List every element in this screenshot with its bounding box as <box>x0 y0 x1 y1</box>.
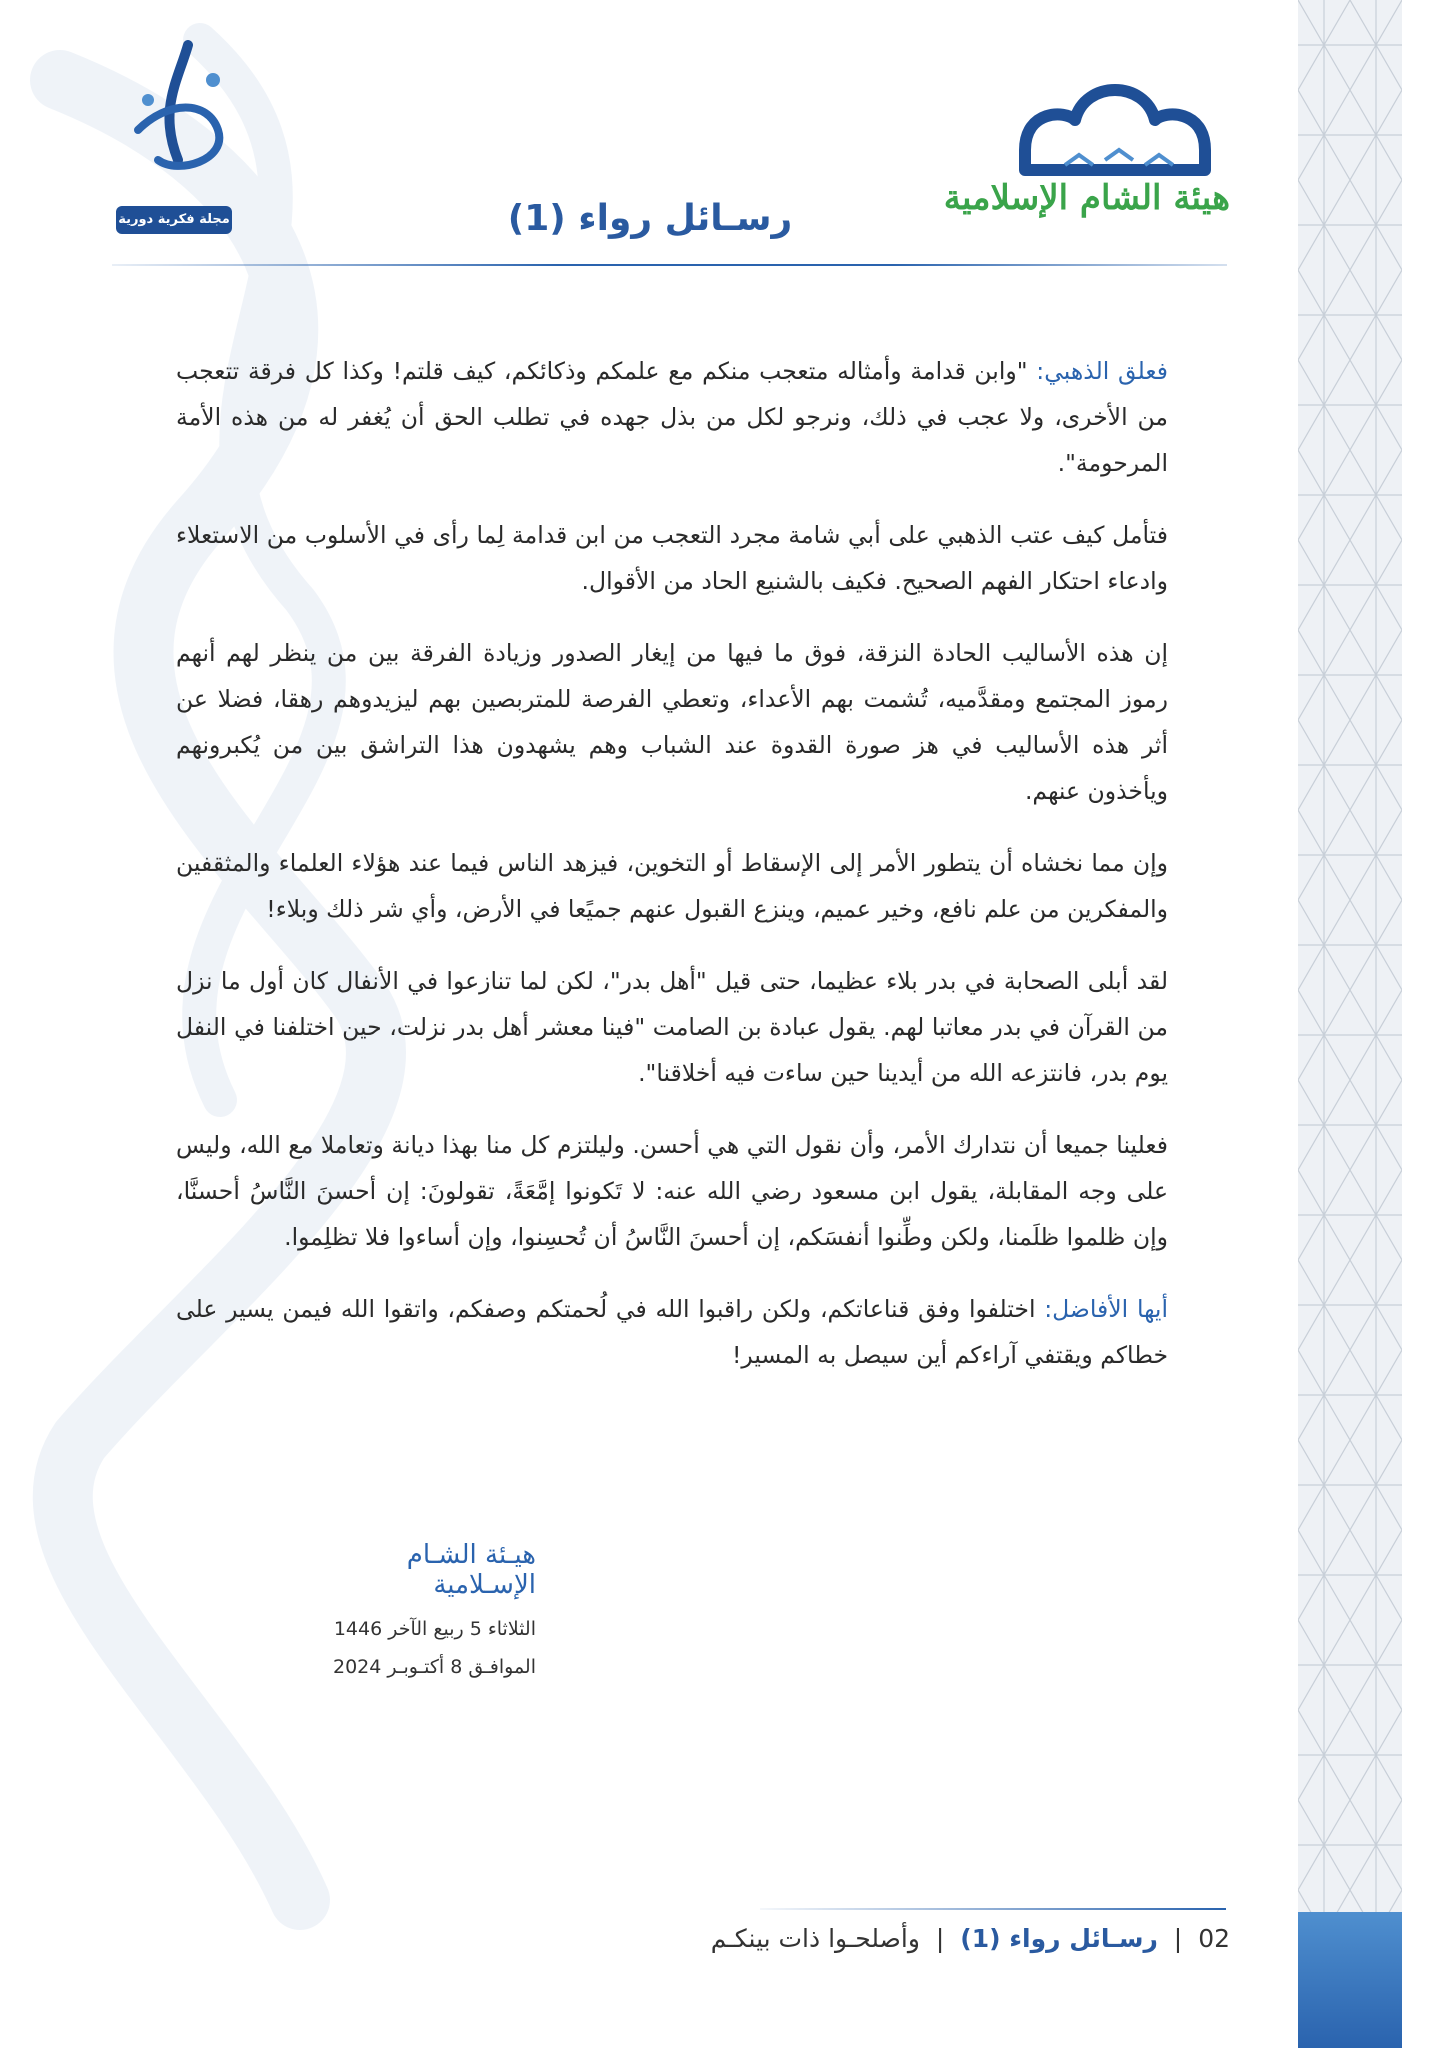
page-number: 02 <box>1198 1924 1230 1953</box>
page-title: رسـائل رواء (1) <box>507 198 793 239</box>
paragraph-3: إن هذه الأساليب الحادة النزقة، فوق ما فيها من إيغار الصدور وزيادة الفرقة بين من ينظر لهم أنهم رموز المجتمع ومقدَّميه، تُشمت بهم الأعداء، وتعطي الفرصة للمتربصين بهم ليزيدوهم رهقا، فضلا عن أثر هذه الأساليب في هز صورة القدوة عند الشباب وهم يشهدون هذا التراشق بين من يُكبرونهم ويأخذون عنهم. <box>176 639 1168 805</box>
decorative-lattice-band <box>1298 0 1402 1912</box>
signature-block <box>176 1540 536 1686</box>
paragraph-4: وإن مما نخشاه أن يتطور الأمر إلى الإسقاط أو التخوين، فيزهد الناس فيما عند هؤلاء العلماء والمثقفين والمفكرين من علم نافع، وخير عميم، وينزع القبول عنهم جميًعا في الأرض، وأي شر ذلك وبلاء! <box>176 849 1168 923</box>
signature-name: هيـئة الشـام الإسـلامية <box>406 1540 536 1600</box>
paragraph-6: فعلينا جميعا أن نتدارك الأمر، وأن نقول التي هي أحسن. وليلتزم كل منا بهذا ديانة وتعاملا مع الله، وليس على وجه المقابلة، يقول ابن مسعود رضي الله عنه: لا تَكونوا إمَّعَةً، تقولونَ: إن أحسنَ النَّاسُ أحسنَّا، وإن ظلموا ظلَمنا، ولكن وطِّنوا أنفسَكم، إن أحسنَ النَّاسُ أن تُحسِنوا، وإن أساءوا فلا تظلِموا. <box>176 1131 1168 1251</box>
footer-divider <box>760 1908 1226 1910</box>
footer-slogan: وأصلحـوا ذات بينكـم <box>710 1924 920 1953</box>
paragraph-1 <box>176 348 1168 486</box>
paragraph-2: فتأمل كيف عتب الذهبي على أبي شامة مجرد التعجب من ابن قدامة لِما رأى في الأسلوب من الاستعلاء وادعاء احتكار الفهم الصحيح. فكيف بالشنيع الحاد من الأقوال. <box>176 521 1168 595</box>
organization-logo-text: هيئة الشام الإسلامية <box>943 178 1230 218</box>
paragraph-lead: أيها الأفاضل: <box>1044 1295 1169 1323</box>
footer-series-title: رسـائل رواء (1) <box>960 1924 1158 1953</box>
footer-separator: | <box>1173 1924 1183 1953</box>
header-divider <box>112 264 1227 266</box>
rawaa-calligraphy-logo-icon <box>118 40 238 185</box>
signature-date-gregorian: الموافـق 8 أكتـوبـر 2024 <box>333 1656 536 1678</box>
paragraph-5: لقد أبلى الصحابة في بدر بلاء عظيما، حتى قيل "أهل بدر"، لكن لما تنازعوا في الأنفال كان أول ما نزل من القرآن في بدر معاتبا لهم. يقول عبادة بن الصامت "فينا معشر أهل بدر نزلت، حين اختلفنا في النفل يوم بدر، فانتزعه الله من أيدينا حين ساءت فيه أخلاقنا". <box>176 967 1168 1087</box>
footer-blue-bar <box>1298 1912 1402 2048</box>
paragraph-7 <box>176 1286 1168 1378</box>
signature-date-hijri: الثلاثاء 5 ربيع الآخر 1446 <box>333 1618 536 1640</box>
article-body <box>176 348 1168 1404</box>
paragraph-lead: فعلق الذهبي: <box>1036 357 1169 385</box>
page-footer <box>700 1924 1230 1953</box>
footer-separator: | <box>935 1924 945 1953</box>
paragraph-text: اختلفوا وفق قناعاتكم، ولكن راقبوا الله في لُحمتكم وصفكم، واتقوا الله فيمن يسير على خطاكم ويقتفي آراءكم أين سيصل به المسير! <box>176 1295 1168 1369</box>
magazine-badge: مجلة فكرية دورية <box>116 206 232 234</box>
paragraph-text: "وابن قدامة وأمثاله متعجب منكم مع علمكم وذكائكم، كيف قلتم! وكذا كل فرقة تتعجب من الأخرى، ولا عجب في ذلك، ونرجو لكل من بذل جهده في تطلب الحق أن يُغفر له من هذه الأمة المرحومة". <box>176 357 1168 477</box>
